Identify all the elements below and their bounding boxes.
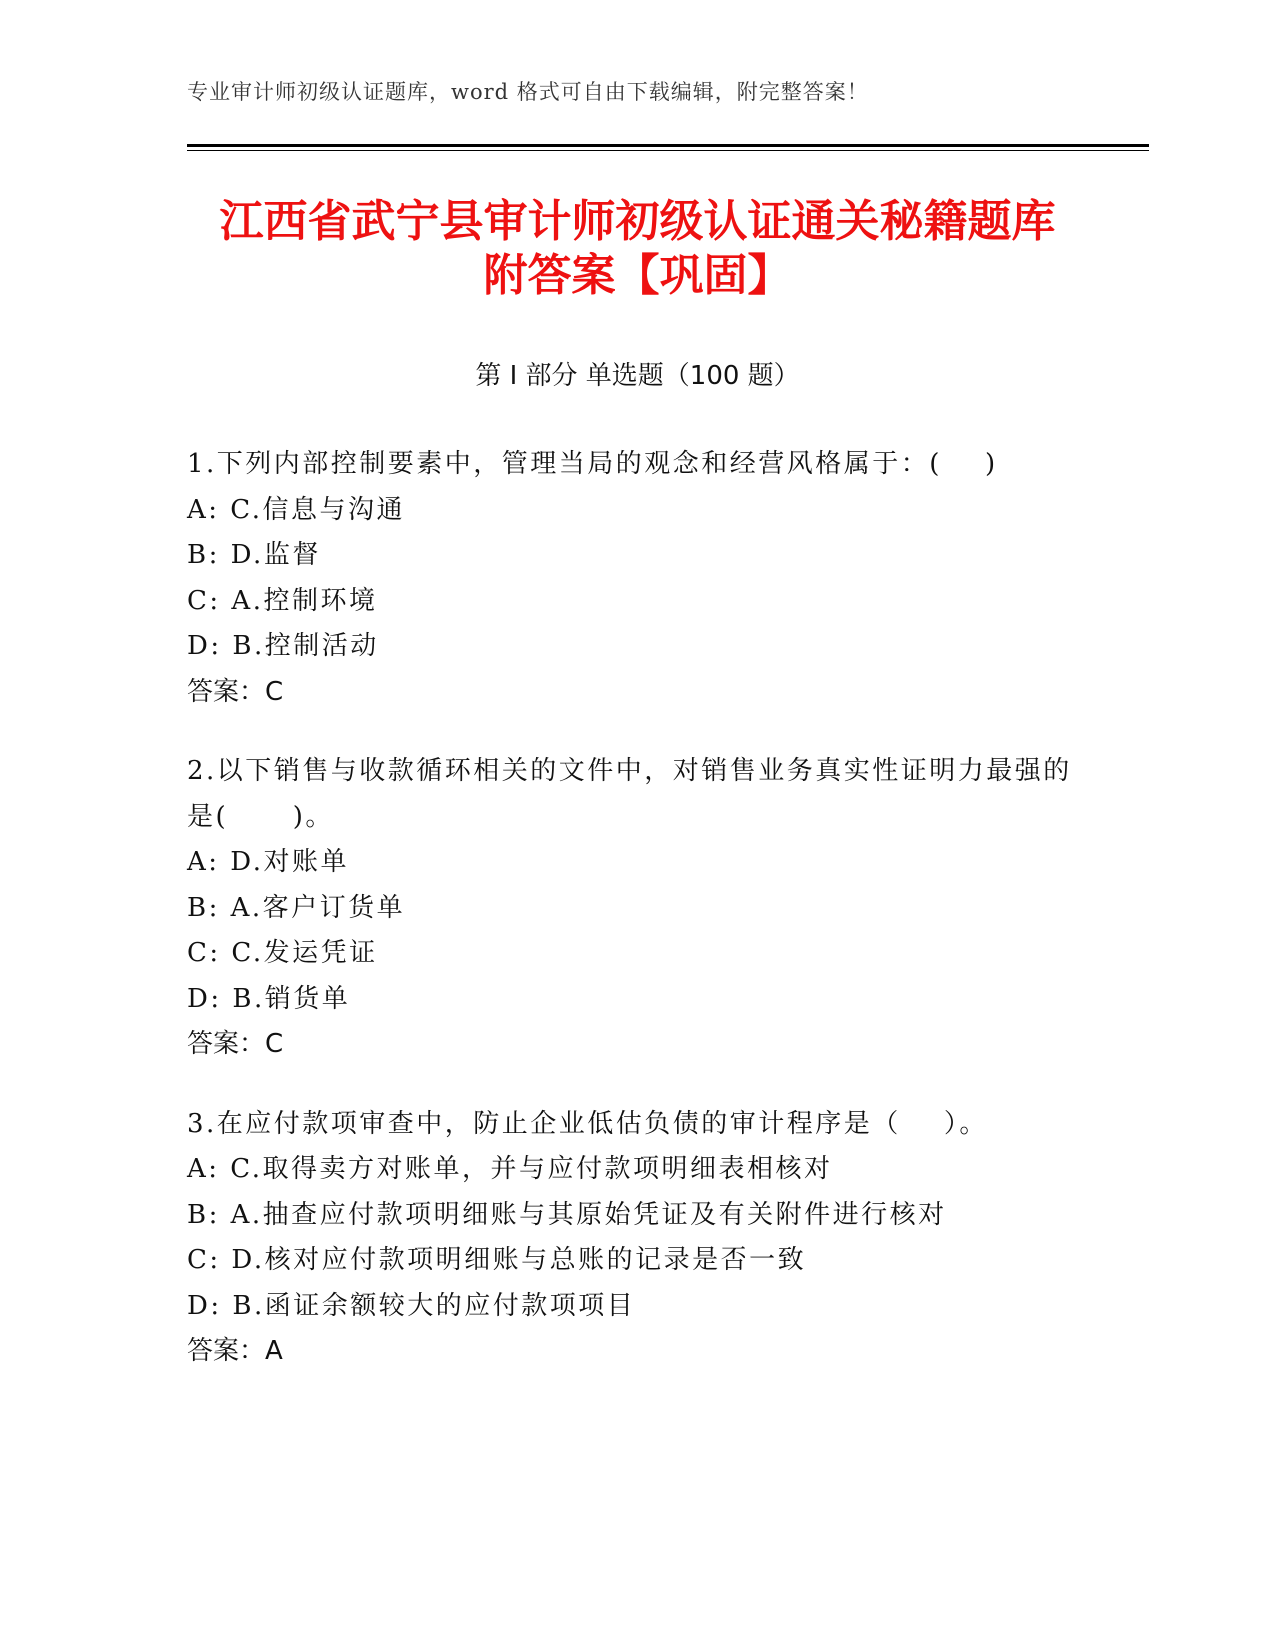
option-a: A: C.取得卖方对账单，并与应付款项明细表相核对 — [187, 1154, 833, 1184]
option-b: B: A.抽查应付款项明细账与其原始凭证及有关附件进行核对 — [187, 1199, 947, 1230]
question-2 — [187, 749, 1087, 1068]
answer: 答案：A — [187, 1336, 283, 1366]
option-c: C: C.发运凭证 — [187, 938, 378, 968]
header-divider — [187, 144, 1149, 147]
question-1 — [187, 442, 1087, 715]
option-c: C: D.核对应付款项明细账与总账的记录是否一致 — [187, 1245, 807, 1275]
question-stem: 3.在应付款项审查中，防止企业低估负债的审计程序是（ ）。 — [187, 1108, 988, 1139]
question-stem: 1.下列内部控制要素中，管理当局的观念和经营风格属于：( ) — [187, 449, 998, 479]
answer: 答案：C — [187, 1029, 284, 1059]
option-d: D: B.控制活动 — [187, 631, 379, 661]
option-d: D: B.函证余额较大的应付款项项目 — [187, 1290, 636, 1321]
header-divider-thin — [187, 150, 1149, 151]
option-b: B: A.客户订货单 — [187, 892, 406, 923]
option-b: B: D.监督 — [187, 540, 321, 570]
option-c: C: A.控制环境 — [187, 585, 378, 616]
question-list — [187, 442, 1087, 1409]
answer: 答案：C — [187, 676, 284, 707]
question-stem: 2.以下销售与收款循环相关的文件中，对销售业务真实性证明力最强的是( )。 — [187, 756, 1072, 832]
document-title — [120, 195, 1155, 303]
section-heading: 第 I 部分 单选题（100 题） — [475, 361, 800, 391]
option-d: D: B.销货单 — [187, 983, 351, 1014]
option-a: A: D.对账单 — [187, 847, 349, 877]
header-note: 专业审计师初级认证题库，word 格式可自由下载编辑，附完整答案！ — [187, 80, 869, 104]
document-title-line-2: 附答案【巩固】 — [483, 250, 792, 301]
option-a: A: C.信息与沟通 — [187, 494, 406, 525]
document-title-line-1: 江西省武宁县审计师初级认证通关秘籍题库 — [219, 196, 1056, 247]
question-3 — [187, 1102, 1087, 1375]
